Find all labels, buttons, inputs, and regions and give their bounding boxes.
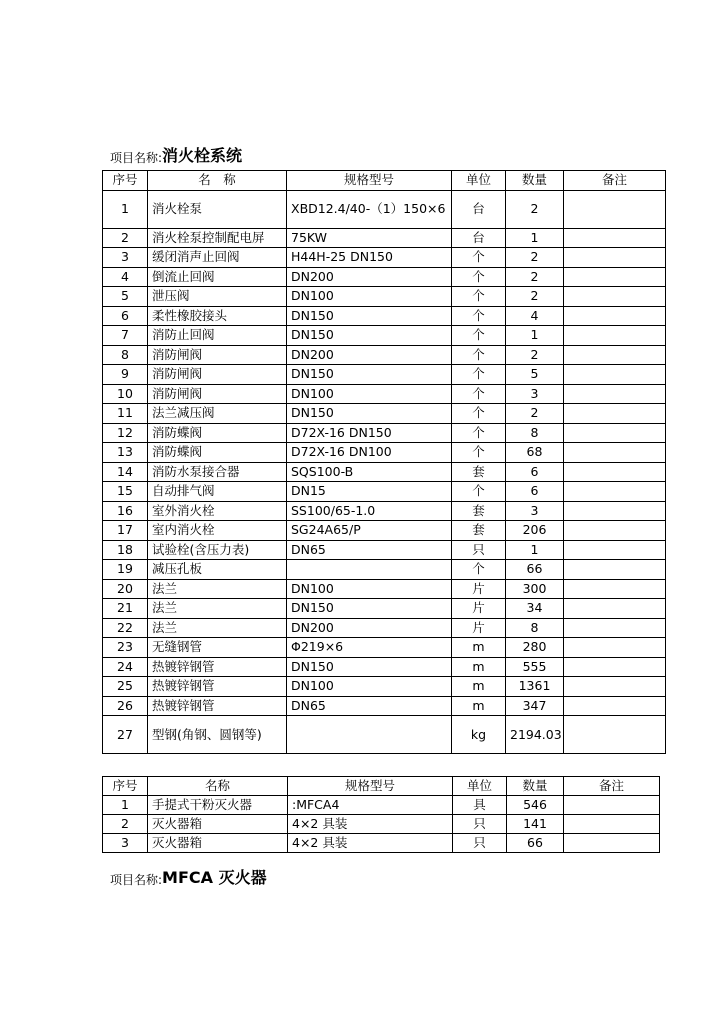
row-no: 24 xyxy=(103,657,148,677)
row-unit: 个 xyxy=(452,345,506,365)
row-spec: DN15 xyxy=(287,482,452,502)
row-name: 热镀锌钢管 xyxy=(148,657,287,677)
table-row xyxy=(103,618,666,638)
row-spec: SQS100-B xyxy=(287,462,452,482)
row-name: 消防蝶阀 xyxy=(148,423,287,443)
row-note xyxy=(564,423,666,443)
row-unit: 片 xyxy=(452,579,506,599)
row-no: 22 xyxy=(103,618,148,638)
table-row xyxy=(103,796,660,815)
row-note xyxy=(564,796,660,815)
row-no: 12 xyxy=(103,423,148,443)
row-no: 17 xyxy=(103,521,148,541)
row-name: 手提式干粉灭火器 xyxy=(148,796,288,815)
section2-name: MFCA 灭火器 xyxy=(162,868,267,887)
table-row xyxy=(103,521,666,541)
row-spec: D72X-16 DN150 xyxy=(287,423,452,443)
row-no: 7 xyxy=(103,326,148,346)
table-row xyxy=(103,345,666,365)
section2-label: 项目名称: xyxy=(110,873,163,887)
row-spec xyxy=(287,560,452,580)
row-no: 6 xyxy=(103,306,148,326)
row-note xyxy=(564,599,666,619)
row-name: 法兰 xyxy=(148,618,287,638)
row-note xyxy=(564,190,666,228)
row-note xyxy=(564,618,666,638)
row-qty: 1361 xyxy=(506,677,564,697)
table-row xyxy=(103,482,666,502)
row-no: 1 xyxy=(103,796,148,815)
table-row xyxy=(103,540,666,560)
row-spec xyxy=(287,716,452,754)
table-row xyxy=(103,443,666,463)
row-unit: 个 xyxy=(452,404,506,424)
row-spec: D72X-16 DN100 xyxy=(287,443,452,463)
row-unit: 套 xyxy=(452,501,506,521)
row-name: 消防闸阀 xyxy=(148,384,287,404)
row-note xyxy=(564,443,666,463)
row-qty: 3 xyxy=(506,384,564,404)
row-no: 3 xyxy=(103,834,148,853)
row-unit: 个 xyxy=(452,287,506,307)
table-row xyxy=(103,326,666,346)
row-unit: 个 xyxy=(452,326,506,346)
row-no: 19 xyxy=(103,560,148,580)
row-no: 20 xyxy=(103,579,148,599)
row-spec: DN65 xyxy=(287,540,452,560)
row-spec: XBD12.4/40-（1）150×6 xyxy=(287,190,452,228)
row-unit: 个 xyxy=(452,384,506,404)
row-no: 14 xyxy=(103,462,148,482)
row-name: 泄压阀 xyxy=(148,287,287,307)
row-spec: 4×2 具装 xyxy=(288,834,453,853)
row-qty: 34 xyxy=(506,599,564,619)
row-no: 2 xyxy=(103,815,148,834)
row-note xyxy=(564,677,666,697)
table-row xyxy=(103,287,666,307)
row-unit: 个 xyxy=(452,306,506,326)
row-spec: DN200 xyxy=(287,267,452,287)
row-no: 3 xyxy=(103,248,148,268)
row-qty: 2 xyxy=(506,345,564,365)
table-header-row xyxy=(103,171,666,191)
table-row xyxy=(103,716,666,754)
row-note xyxy=(564,501,666,521)
header-qty: 数量 xyxy=(507,777,564,796)
row-unit: 个 xyxy=(452,443,506,463)
header-unit: 单位 xyxy=(453,777,507,796)
row-no: 5 xyxy=(103,287,148,307)
row-note xyxy=(564,462,666,482)
row-note xyxy=(564,521,666,541)
row-qty: 6 xyxy=(506,482,564,502)
table-row xyxy=(103,404,666,424)
row-qty: 2 xyxy=(506,248,564,268)
row-note xyxy=(564,248,666,268)
row-unit: 个 xyxy=(452,482,506,502)
row-note xyxy=(564,267,666,287)
header-unit: 单位 xyxy=(452,171,506,191)
row-qty: 8 xyxy=(506,618,564,638)
row-spec: 75KW xyxy=(287,228,452,248)
table-row xyxy=(103,501,666,521)
header-note: 备注 xyxy=(564,777,660,796)
row-qty: 546 xyxy=(507,796,564,815)
table-row xyxy=(103,365,666,385)
row-name: 灭火器箱 xyxy=(148,834,288,853)
row-name: 自动排气阀 xyxy=(148,482,287,502)
header-name: 名 称 xyxy=(148,171,287,191)
header-note: 备注 xyxy=(564,171,666,191)
row-no: 23 xyxy=(103,638,148,658)
row-qty: 3 xyxy=(506,501,564,521)
row-qty: 1 xyxy=(506,540,564,560)
row-name: 热镀锌钢管 xyxy=(148,696,287,716)
row-name: 室内消火栓 xyxy=(148,521,287,541)
row-qty: 66 xyxy=(506,560,564,580)
row-no: 4 xyxy=(103,267,148,287)
row-name: 倒流止回阀 xyxy=(148,267,287,287)
header-spec: 规格型号 xyxy=(287,171,452,191)
row-note xyxy=(564,365,666,385)
row-spec: Φ219×6 xyxy=(287,638,452,658)
row-note xyxy=(564,560,666,580)
row-no: 10 xyxy=(103,384,148,404)
row-name: 法兰 xyxy=(148,599,287,619)
fire-hydrant-table-body xyxy=(103,190,666,754)
row-spec: DN150 xyxy=(287,657,452,677)
row-unit: 个 xyxy=(452,423,506,443)
row-name: 无缝钢管 xyxy=(148,638,287,658)
row-name: 柔性橡胶接头 xyxy=(148,306,287,326)
header-name: 名称 xyxy=(148,777,288,796)
row-spec: :MFCA4 xyxy=(288,796,453,815)
row-note xyxy=(564,404,666,424)
row-no: 27 xyxy=(103,716,148,754)
row-name: 消防蝶阀 xyxy=(148,443,287,463)
section1-label: 项目名称: xyxy=(110,151,163,165)
row-spec: SG24A65/P xyxy=(287,521,452,541)
row-unit: 具 xyxy=(453,796,507,815)
row-unit: 个 xyxy=(452,365,506,385)
header-spec: 规格型号 xyxy=(288,777,453,796)
row-qty: 8 xyxy=(506,423,564,443)
row-no: 11 xyxy=(103,404,148,424)
row-qty: 2194.03 xyxy=(506,716,564,754)
table-row xyxy=(103,190,666,228)
table-row xyxy=(103,677,666,697)
row-name: 法兰减压阀 xyxy=(148,404,287,424)
row-name: 消防止回阀 xyxy=(148,326,287,346)
row-unit: 个 xyxy=(452,248,506,268)
row-spec: DN150 xyxy=(287,599,452,619)
row-no: 8 xyxy=(103,345,148,365)
row-spec: DN150 xyxy=(287,404,452,424)
row-unit: 只 xyxy=(452,540,506,560)
row-name: 消火栓泵控制配电屏 xyxy=(148,228,287,248)
row-name: 缓闭消声止回阀 xyxy=(148,248,287,268)
table-row xyxy=(103,462,666,482)
row-note xyxy=(564,540,666,560)
row-name: 减压孔板 xyxy=(148,560,287,580)
header-no: 序号 xyxy=(103,171,148,191)
row-note xyxy=(564,579,666,599)
row-name: 热镀锌钢管 xyxy=(148,677,287,697)
row-spec: SS100/65-1.0 xyxy=(287,501,452,521)
row-name: 室外消火栓 xyxy=(148,501,287,521)
extinguisher-table-body xyxy=(103,796,660,853)
row-spec: DN150 xyxy=(287,326,452,346)
row-note xyxy=(564,306,666,326)
row-spec: DN200 xyxy=(287,345,452,365)
row-spec: 4×2 具装 xyxy=(288,815,453,834)
row-note xyxy=(564,716,666,754)
row-unit: 只 xyxy=(453,815,507,834)
row-qty: 2 xyxy=(506,404,564,424)
row-qty: 300 xyxy=(506,579,564,599)
row-unit: m xyxy=(452,696,506,716)
row-qty: 347 xyxy=(506,696,564,716)
row-qty: 5 xyxy=(506,365,564,385)
row-qty: 1 xyxy=(506,228,564,248)
row-spec: DN100 xyxy=(287,287,452,307)
row-name: 灭火器箱 xyxy=(148,815,288,834)
table-row xyxy=(103,248,666,268)
row-no: 16 xyxy=(103,501,148,521)
row-name: 试验栓(含压力表) xyxy=(148,540,287,560)
row-spec: DN200 xyxy=(287,618,452,638)
row-name: 法兰 xyxy=(148,579,287,599)
row-note xyxy=(564,638,666,658)
row-qty: 2 xyxy=(506,267,564,287)
row-no: 1 xyxy=(103,190,148,228)
row-unit: 片 xyxy=(452,599,506,619)
row-unit: 台 xyxy=(452,228,506,248)
row-note xyxy=(564,287,666,307)
row-qty: 68 xyxy=(506,443,564,463)
row-qty: 2 xyxy=(506,190,564,228)
row-unit: m xyxy=(452,677,506,697)
row-qty: 141 xyxy=(507,815,564,834)
extinguisher-table xyxy=(102,776,660,853)
row-no: 21 xyxy=(103,599,148,619)
row-unit: 套 xyxy=(452,462,506,482)
table-row xyxy=(103,638,666,658)
row-unit: 套 xyxy=(452,521,506,541)
row-name: 消防闸阀 xyxy=(148,365,287,385)
table-row xyxy=(103,599,666,619)
table-row xyxy=(103,228,666,248)
row-note xyxy=(564,657,666,677)
section2-title xyxy=(110,862,267,888)
row-unit: m xyxy=(452,657,506,677)
row-no: 9 xyxy=(103,365,148,385)
row-name: 消火栓泵 xyxy=(148,190,287,228)
row-no: 2 xyxy=(103,228,148,248)
row-note xyxy=(564,834,660,853)
header-qty: 数量 xyxy=(506,171,564,191)
table-row xyxy=(103,815,660,834)
row-unit: m xyxy=(452,638,506,658)
row-spec: DN100 xyxy=(287,384,452,404)
row-unit: 个 xyxy=(452,267,506,287)
row-spec: H44H-25 DN150 xyxy=(287,248,452,268)
row-qty: 4 xyxy=(506,306,564,326)
table-row xyxy=(103,384,666,404)
header-no: 序号 xyxy=(103,777,148,796)
row-no: 25 xyxy=(103,677,148,697)
row-spec: DN150 xyxy=(287,365,452,385)
table-row xyxy=(103,560,666,580)
table-row xyxy=(103,834,660,853)
row-spec: DN100 xyxy=(287,677,452,697)
row-note xyxy=(564,228,666,248)
row-note xyxy=(564,482,666,502)
row-unit: 个 xyxy=(452,560,506,580)
table-row xyxy=(103,657,666,677)
row-qty: 206 xyxy=(506,521,564,541)
fire-hydrant-table xyxy=(102,170,666,754)
table-row xyxy=(103,267,666,287)
row-name: 消防闸阀 xyxy=(148,345,287,365)
row-name: 消防水泵接合器 xyxy=(148,462,287,482)
row-qty: 66 xyxy=(507,834,564,853)
row-qty: 6 xyxy=(506,462,564,482)
row-spec: DN65 xyxy=(287,696,452,716)
table-row xyxy=(103,423,666,443)
table-header-row xyxy=(103,777,660,796)
table-row xyxy=(103,579,666,599)
row-qty: 555 xyxy=(506,657,564,677)
row-spec: DN150 xyxy=(287,306,452,326)
table-row xyxy=(103,306,666,326)
row-note xyxy=(564,384,666,404)
row-unit: kg xyxy=(452,716,506,754)
row-qty: 280 xyxy=(506,638,564,658)
row-name: 型钢(角钢、圆钢等) xyxy=(148,716,287,754)
row-no: 15 xyxy=(103,482,148,502)
row-unit: 片 xyxy=(452,618,506,638)
section1-title xyxy=(110,142,242,166)
row-note xyxy=(564,696,666,716)
row-qty: 2 xyxy=(506,287,564,307)
row-unit: 只 xyxy=(453,834,507,853)
row-no: 26 xyxy=(103,696,148,716)
row-spec: DN100 xyxy=(287,579,452,599)
row-note xyxy=(564,345,666,365)
row-note xyxy=(564,815,660,834)
row-qty: 1 xyxy=(506,326,564,346)
row-unit: 台 xyxy=(452,190,506,228)
row-note xyxy=(564,326,666,346)
row-no: 18 xyxy=(103,540,148,560)
section1-name: 消火栓系统 xyxy=(162,146,243,165)
table-row xyxy=(103,696,666,716)
row-no: 13 xyxy=(103,443,148,463)
